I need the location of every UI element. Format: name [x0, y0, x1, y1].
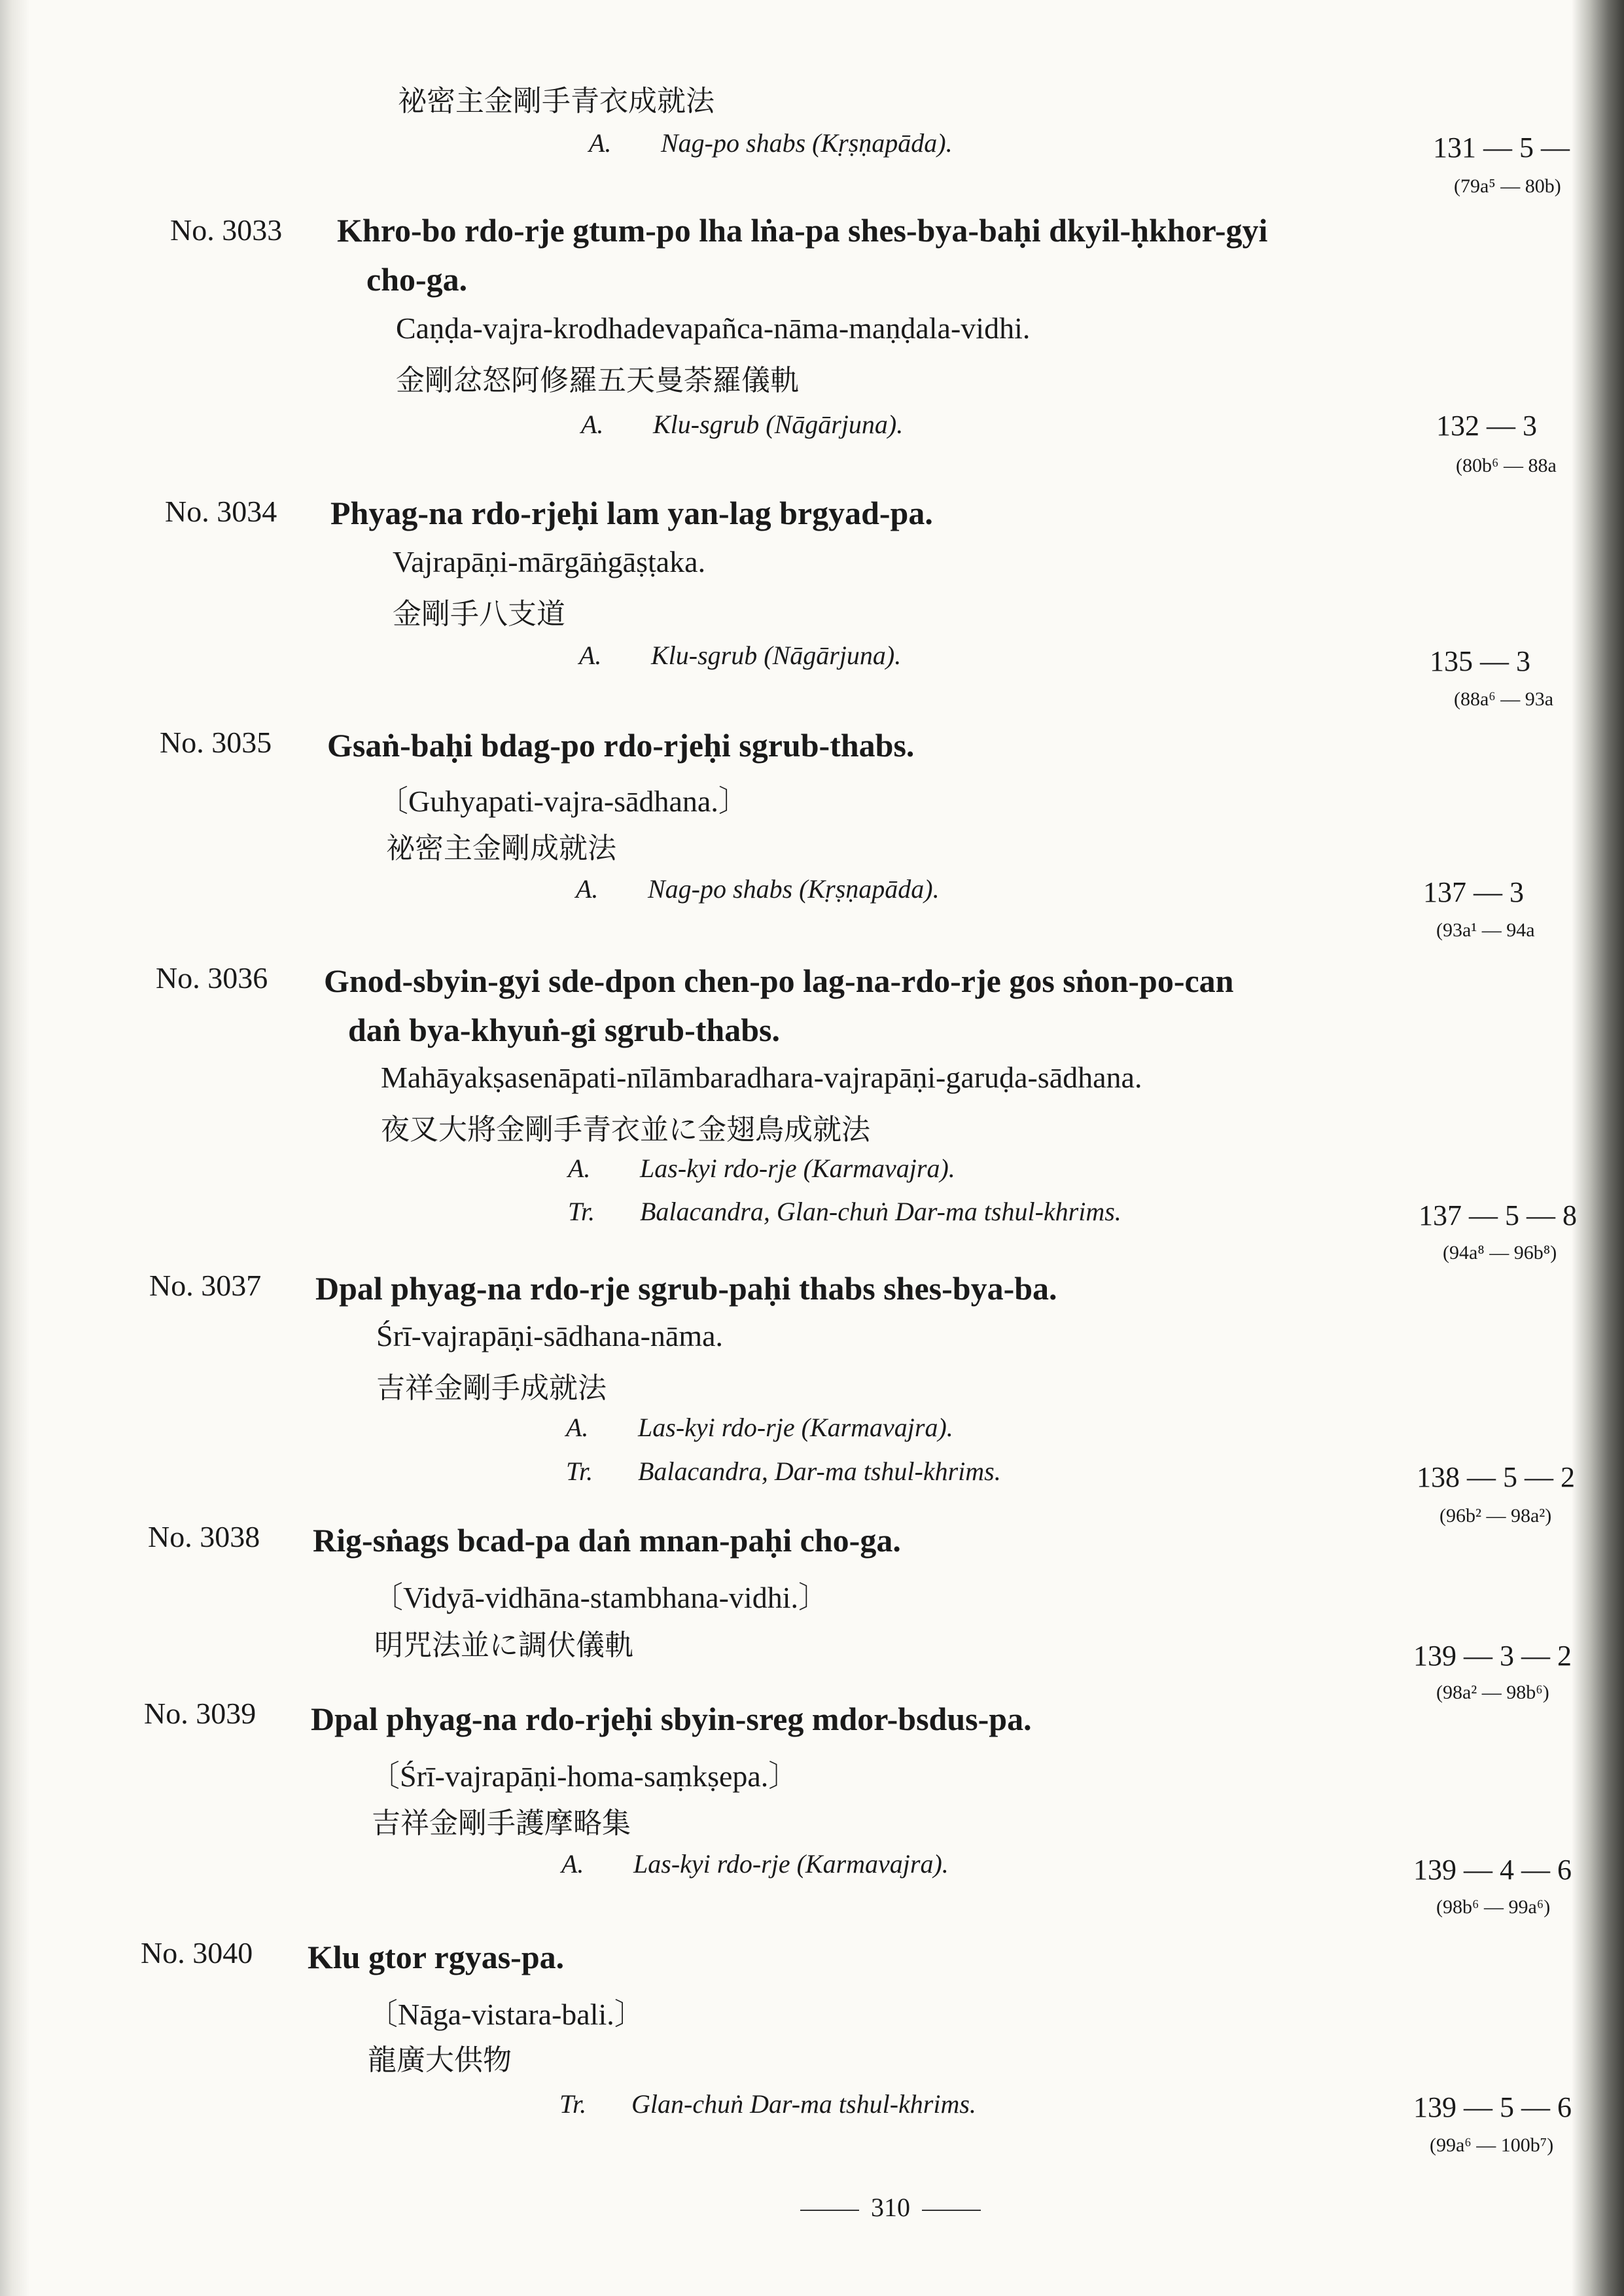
entry-sanskrit: 〔Guhyapati-vajra-sādhana.〕 — [378, 785, 749, 818]
page-number: 310 — [871, 2193, 910, 2222]
entry-credit: A. Klu-sgrub (Nāgārjuna). — [581, 410, 904, 439]
entry-number: No. 3040 — [141, 1936, 253, 1969]
entry-number: No. 3033 — [170, 213, 283, 247]
entry-folio: (93a¹ — 94a — [1436, 919, 1535, 941]
entry-title-cont: cho-ga. — [366, 261, 468, 298]
entry-japanese: 龍廣大供物 — [368, 2043, 512, 2077]
entry-title: Khro-bo rdo-rje gtum-po lha lṅa-pa shes-bya-baḥi dkyil-ḥkhor-gyi — [337, 212, 1268, 249]
entry-ref: 139 — 3 — 2 — [1413, 1640, 1572, 1672]
entry-credit: Tr. Balacandra, Glan-chuṅ Dar-ma tshul-khrims. — [568, 1197, 1121, 1226]
entry-number: No. 3034 — [165, 495, 277, 528]
top-entry-japanese: 祕密主金剛手青衣成就法 — [398, 84, 715, 118]
entry-folio: (80b⁶ — 88a — [1456, 455, 1557, 476]
entry-sanskrit: 〔Śrī-vajrapāṇi-homa-saṃkṣepa.〕 — [370, 1759, 799, 1793]
entry-japanese: 祕密主金剛成就法 — [386, 832, 616, 865]
entry-number: No. 3037 — [149, 1269, 262, 1302]
entry-japanese: 明咒法並に調伏儀軌 — [374, 1629, 633, 1662]
entry-credit: A. Las-kyi rdo-rje (Karmavajra). — [568, 1154, 955, 1183]
entry-japanese: 夜叉大將金剛手青衣並に金翅鳥成就法 — [381, 1113, 870, 1146]
top-entry-author: A. Nag-po shabs (Kṛṣṇapāda). — [589, 128, 953, 158]
entry-title: Klu gtor rgyas-pa. — [308, 1939, 565, 1975]
entry-japanese: 金剛忿怒阿修羅五天曼荼羅儀軌 — [396, 364, 799, 397]
footer-rule-left — [800, 2210, 859, 2211]
entry-japanese: 吉祥金剛手成就法 — [376, 1371, 607, 1405]
entry-japanese: 吉祥金剛手護摩略集 — [372, 1807, 631, 1840]
entry-sanskrit: 〔Nāga-vistara-bali.〕 — [368, 1998, 644, 2031]
entry-ref: 137 — 5 — 8 — [1419, 1199, 1577, 1231]
entry-ref: 132 — 3 — [1436, 410, 1537, 442]
entry-title: Dpal phyag-na rdo-rjeḥi sbyin-sreg mdor-bsdus-pa. — [311, 1701, 1032, 1737]
entry-sanskrit: Śrī-vajrapāṇi-sādhana-nāma. — [376, 1319, 724, 1352]
entry-folio: (94a⁸ — 96b⁸) — [1443, 1242, 1557, 1263]
entry-credit: A. Las-kyi rdo-rje (Karmavajra). — [566, 1413, 953, 1442]
entry-ref: 139 — 5 — 6 — [1413, 2091, 1572, 2123]
entry-title: Gsaṅ-baḥi bdag-po rdo-rjeḥi sgrub-thabs. — [327, 727, 915, 764]
entry-folio: (98a² — 98b⁶) — [1436, 1682, 1549, 1703]
entry-credit: A. Klu-sgrub (Nāgārjuna). — [579, 641, 902, 670]
entry-credit: Tr. Balacandra, Dar-ma tshul-khrims. — [566, 1457, 1001, 1486]
entry-sanskrit: Caṇḍa-vajra-krodhadevapañca-nāma-maṇḍala-vidhi. — [396, 311, 1031, 345]
top-entry-folio: (79a⁵ — 80b) — [1454, 175, 1561, 197]
entry-sanskrit: Vajrapāṇi-mārgāṅgāṣṭaka. — [393, 545, 706, 578]
page-footer — [788, 2192, 993, 2223]
page-scan-left-edge — [0, 0, 30, 2296]
entry-ref: 139 — 4 — 6 — [1413, 1854, 1572, 1886]
entry-title: Phyag-na rdo-rjeḥi lam yan-lag brgyad-pa. — [330, 495, 933, 531]
entry-number: No. 3038 — [148, 1520, 260, 1553]
entry-number: No. 3039 — [144, 1697, 256, 1730]
top-entry-ref: 131 — 5 — — [1433, 132, 1570, 164]
page-scan-right-edge — [1572, 0, 1624, 2296]
entry-credit: A. Las-kyi rdo-rje (Karmavajra). — [561, 1849, 949, 1879]
entry-sanskrit: 〔Vidyā-vidhāna-stambhana-vidhi.〕 — [373, 1581, 828, 1614]
entry-folio: (98b⁶ — 99a⁶) — [1436, 1896, 1551, 1918]
entry-folio: (88a⁶ — 93a — [1454, 688, 1554, 710]
entry-title-cont: daṅ bya-khyuṅ-gi sgrub-thabs. — [348, 1012, 780, 1048]
entry-credit: Tr. Glan-chuṅ Dar-ma tshul-khrims. — [559, 2089, 976, 2119]
entry-sanskrit: Mahāyakṣasenāpati-nīlāmbaradhara-vajrapāṇi-garuḍa-sādhana. — [381, 1061, 1142, 1094]
entry-title: Gnod-sbyin-gyi sde-dpon chen-po lag-na-rdo-rje gos sṅon-po-can — [324, 963, 1234, 999]
entry-ref: 138 — 5 — 2 — [1417, 1461, 1575, 1493]
entry-ref: 137 — 3 — [1423, 876, 1524, 908]
entry-japanese: 金剛手八支道 — [393, 597, 565, 631]
entry-ref: 135 — 3 — [1430, 645, 1530, 677]
entry-folio: (96b² — 98a²) — [1439, 1505, 1552, 1527]
entry-title: Rig-sṅags bcad-pa daṅ mnan-paḥi cho-ga. — [313, 1522, 901, 1559]
entry-folio: (99a⁶ — 100b⁷) — [1430, 2134, 1554, 2156]
entry-title: Dpal phyag-na rdo-rje sgrub-paḥi thabs shes-bya-ba. — [315, 1270, 1057, 1307]
entry-credit: A. Nag-po shabs (Kṛṣṇapāda). — [576, 874, 940, 904]
entry-number: No. 3035 — [160, 726, 272, 759]
entry-number: No. 3036 — [156, 961, 268, 995]
footer-rule-right — [922, 2210, 981, 2211]
